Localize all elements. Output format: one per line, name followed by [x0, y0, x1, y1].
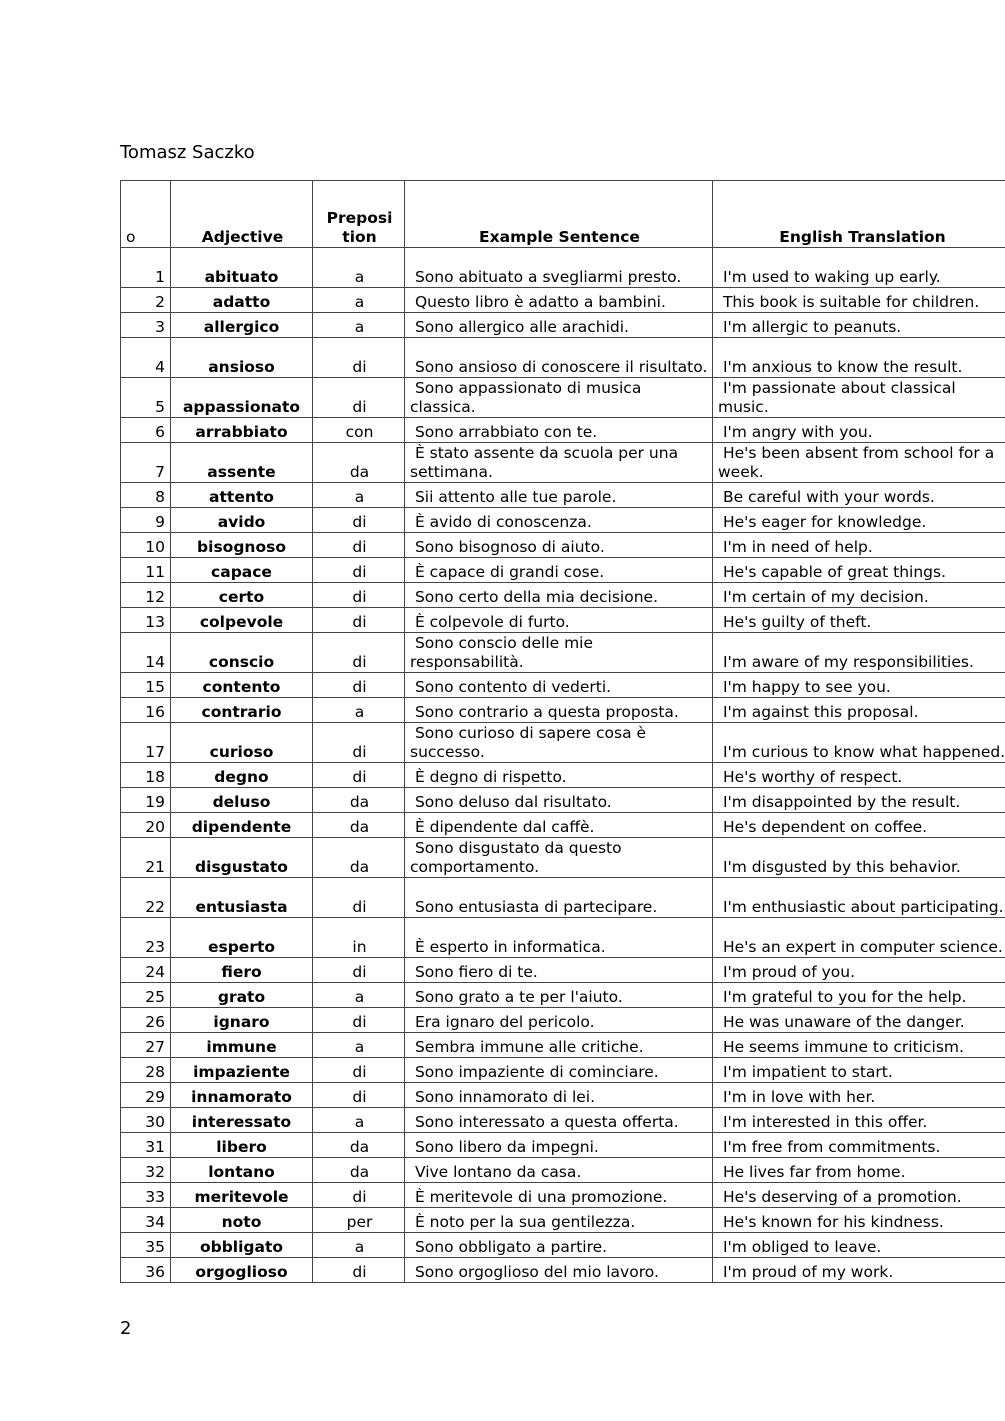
row-english-translation: He's eager for knowledge. — [713, 508, 1005, 533]
header-preposition: Preposi tion — [313, 181, 405, 248]
table-row — [121, 1208, 1005, 1233]
row-english-translation: I'm proud of my work. — [713, 1258, 1005, 1283]
row-adjective: ignaro — [171, 1008, 313, 1033]
row-english-translation: I'm proud of you. — [713, 958, 1005, 983]
table-row — [121, 723, 1005, 763]
row-preposition: di — [313, 1058, 405, 1083]
row-preposition: a — [313, 313, 405, 338]
row-number: 34 — [121, 1208, 171, 1233]
table-row — [121, 338, 1005, 378]
table-row — [121, 673, 1005, 698]
row-preposition: di — [313, 1183, 405, 1208]
row-adjective: interessato — [171, 1108, 313, 1133]
row-english-translation: I'm passionate about classical music. — [713, 378, 1005, 418]
row-adjective: contrario — [171, 698, 313, 723]
row-adjective: certo — [171, 583, 313, 608]
row-number: 1 — [121, 248, 171, 288]
row-number: 11 — [121, 558, 171, 583]
row-english-translation: He's worthy of respect. — [713, 763, 1005, 788]
row-english-translation: I'm enthusiastic about participating. — [713, 878, 1005, 918]
row-preposition: di — [313, 508, 405, 533]
row-preposition: da — [313, 1133, 405, 1158]
row-preposition: a — [313, 248, 405, 288]
table-row — [121, 1058, 1005, 1083]
row-adjective: grato — [171, 983, 313, 1008]
row-adjective: entusiasta — [171, 878, 313, 918]
table-row — [121, 418, 1005, 443]
row-adjective: esperto — [171, 918, 313, 958]
row-example-sentence: Sono contento di vederti. — [405, 673, 713, 698]
table-row — [121, 443, 1005, 483]
table-row — [121, 788, 1005, 813]
row-number: 24 — [121, 958, 171, 983]
row-preposition: di — [313, 673, 405, 698]
row-english-translation: I'm in need of help. — [713, 533, 1005, 558]
row-english-translation: I'm disgusted by this behavior. — [713, 838, 1005, 878]
row-number: 18 — [121, 763, 171, 788]
row-adjective: immune — [171, 1033, 313, 1058]
row-example-sentence: Questo libro è adatto a bambini. — [405, 288, 713, 313]
table-row — [121, 508, 1005, 533]
row-preposition: a — [313, 288, 405, 313]
row-english-translation: He's been absent from school for a week. — [713, 443, 1005, 483]
row-english-translation: He lives far from home. — [713, 1158, 1005, 1183]
row-example-sentence: Sono conscio delle mie responsabilità. — [405, 633, 713, 673]
row-number: 8 — [121, 483, 171, 508]
row-preposition: di — [313, 558, 405, 583]
row-adjective: assente — [171, 443, 313, 483]
row-english-translation: I'm anxious to know the result. — [713, 338, 1005, 378]
row-example-sentence: Sono certo della mia decisione. — [405, 583, 713, 608]
row-example-sentence: È capace di grandi cose. — [405, 558, 713, 583]
row-adjective: allergico — [171, 313, 313, 338]
row-preposition: per — [313, 1208, 405, 1233]
row-adjective: libero — [171, 1133, 313, 1158]
row-english-translation: I'm aware of my responsibilities. — [713, 633, 1005, 673]
row-preposition: a — [313, 483, 405, 508]
row-number: 10 — [121, 533, 171, 558]
row-preposition: di — [313, 723, 405, 763]
row-adjective: contento — [171, 673, 313, 698]
row-example-sentence: È meritevole di una promozione. — [405, 1183, 713, 1208]
row-preposition: a — [313, 1233, 405, 1258]
table-row — [121, 763, 1005, 788]
row-number: 32 — [121, 1158, 171, 1183]
row-example-sentence: Sono bisognoso di aiuto. — [405, 533, 713, 558]
row-number: 16 — [121, 698, 171, 723]
row-adjective: innamorato — [171, 1083, 313, 1108]
row-example-sentence: Sono obbligato a partire. — [405, 1233, 713, 1258]
row-preposition: da — [313, 443, 405, 483]
row-adjective: arrabbiato — [171, 418, 313, 443]
row-number: 4 — [121, 338, 171, 378]
table-row — [121, 918, 1005, 958]
table-row — [121, 288, 1005, 313]
row-english-translation: He was unaware of the danger. — [713, 1008, 1005, 1033]
row-adjective: disgustato — [171, 838, 313, 878]
header-english-translation: English Translation — [713, 181, 1005, 248]
row-adjective: dipendente — [171, 813, 313, 838]
row-preposition: di — [313, 608, 405, 633]
row-example-sentence: Sono impaziente di cominciare. — [405, 1058, 713, 1083]
row-number: 6 — [121, 418, 171, 443]
row-number: 5 — [121, 378, 171, 418]
row-example-sentence: È noto per la sua gentilezza. — [405, 1208, 713, 1233]
row-number: 29 — [121, 1083, 171, 1108]
row-adjective: noto — [171, 1208, 313, 1233]
row-english-translation: I'm free from commitments. — [713, 1133, 1005, 1158]
row-example-sentence: Era ignaro del pericolo. — [405, 1008, 713, 1033]
row-example-sentence: Sono contrario a questa proposta. — [405, 698, 713, 723]
table-row — [121, 483, 1005, 508]
row-preposition: a — [313, 1033, 405, 1058]
table-row — [121, 698, 1005, 723]
row-preposition: di — [313, 958, 405, 983]
page-number: 2 — [120, 1318, 132, 1339]
table-row — [121, 1033, 1005, 1058]
table-row — [121, 878, 1005, 918]
row-english-translation: He seems immune to criticism. — [713, 1033, 1005, 1058]
row-example-sentence: Sono abituato a svegliarmi presto. — [405, 248, 713, 288]
table-row — [121, 558, 1005, 583]
row-preposition: da — [313, 813, 405, 838]
row-preposition: da — [313, 838, 405, 878]
table-row — [121, 813, 1005, 838]
row-example-sentence: Sono appassionato di musica classica. — [405, 378, 713, 418]
row-number: 28 — [121, 1058, 171, 1083]
row-number: 20 — [121, 813, 171, 838]
row-adjective: meritevole — [171, 1183, 313, 1208]
row-number: 21 — [121, 838, 171, 878]
row-english-translation: I'm interested in this offer. — [713, 1108, 1005, 1133]
row-number: 30 — [121, 1108, 171, 1133]
row-english-translation: I'm happy to see you. — [713, 673, 1005, 698]
table-row — [121, 983, 1005, 1008]
row-example-sentence: È degno di rispetto. — [405, 763, 713, 788]
header-example-sentence: Example Sentence — [405, 181, 713, 248]
table-header — [121, 181, 1005, 248]
row-number: 3 — [121, 313, 171, 338]
table-row — [121, 1183, 1005, 1208]
row-number: 2 — [121, 288, 171, 313]
table-body — [121, 248, 1005, 1283]
row-number: 15 — [121, 673, 171, 698]
row-english-translation: I'm disappointed by the result. — [713, 788, 1005, 813]
row-number: 31 — [121, 1133, 171, 1158]
row-number: 27 — [121, 1033, 171, 1058]
row-example-sentence: Sono innamorato di lei. — [405, 1083, 713, 1108]
table-row — [121, 378, 1005, 418]
row-example-sentence: Sono curioso di sapere cosa è successo. — [405, 723, 713, 763]
row-number: 33 — [121, 1183, 171, 1208]
table-row — [121, 1233, 1005, 1258]
row-example-sentence: È dipendente dal caffè. — [405, 813, 713, 838]
row-example-sentence: Sono arrabbiato con te. — [405, 418, 713, 443]
table-row — [121, 1258, 1005, 1283]
author-name: Tomasz Saczko — [120, 142, 255, 163]
row-english-translation: I'm allergic to peanuts. — [713, 313, 1005, 338]
row-example-sentence: Sii attento alle tue parole. — [405, 483, 713, 508]
row-number: 9 — [121, 508, 171, 533]
adjective-preposition-table — [120, 180, 1005, 1283]
row-english-translation: This book is suitable for children. — [713, 288, 1005, 313]
table-row — [121, 1158, 1005, 1183]
row-preposition: di — [313, 633, 405, 673]
row-english-translation: I'm used to waking up early. — [713, 248, 1005, 288]
row-example-sentence: Sono disgustato da questo comportamento. — [405, 838, 713, 878]
row-example-sentence: È esperto in informatica. — [405, 918, 713, 958]
table-row — [121, 533, 1005, 558]
row-english-translation: He's deserving of a promotion. — [713, 1183, 1005, 1208]
row-preposition: a — [313, 983, 405, 1008]
row-number: 26 — [121, 1008, 171, 1033]
row-english-translation: He's capable of great things. — [713, 558, 1005, 583]
row-example-sentence: Sembra immune alle critiche. — [405, 1033, 713, 1058]
table-row — [121, 838, 1005, 878]
table-row — [121, 1108, 1005, 1133]
row-english-translation: He's guilty of theft. — [713, 608, 1005, 633]
row-example-sentence: Sono allergico alle arachidi. — [405, 313, 713, 338]
row-adjective: colpevole — [171, 608, 313, 633]
row-number: 25 — [121, 983, 171, 1008]
row-example-sentence: Sono entusiasta di partecipare. — [405, 878, 713, 918]
row-adjective: obbligato — [171, 1233, 313, 1258]
row-adjective: bisognoso — [171, 533, 313, 558]
row-number: 22 — [121, 878, 171, 918]
adjective-table-container — [120, 180, 1005, 1283]
row-english-translation: I'm grateful to you for the help. — [713, 983, 1005, 1008]
row-preposition: di — [313, 1258, 405, 1283]
row-adjective: fiero — [171, 958, 313, 983]
row-adjective: capace — [171, 558, 313, 583]
row-preposition: da — [313, 1158, 405, 1183]
row-preposition: in — [313, 918, 405, 958]
row-example-sentence: È colpevole di furto. — [405, 608, 713, 633]
row-adjective: appassionato — [171, 378, 313, 418]
table-row — [121, 608, 1005, 633]
row-number: 17 — [121, 723, 171, 763]
row-preposition: di — [313, 1008, 405, 1033]
row-english-translation: I'm impatient to start. — [713, 1058, 1005, 1083]
row-example-sentence: Vive lontano da casa. — [405, 1158, 713, 1183]
row-adjective: attento — [171, 483, 313, 508]
table-row — [121, 248, 1005, 288]
row-preposition: di — [313, 763, 405, 788]
row-number: 12 — [121, 583, 171, 608]
row-adjective: deluso — [171, 788, 313, 813]
row-adjective: degno — [171, 763, 313, 788]
row-example-sentence: Sono grato a te per l'aiuto. — [405, 983, 713, 1008]
row-adjective: adatto — [171, 288, 313, 313]
table-row — [121, 958, 1005, 983]
row-english-translation: I'm against this proposal. — [713, 698, 1005, 723]
row-preposition: con — [313, 418, 405, 443]
row-example-sentence: Sono deluso dal risultato. — [405, 788, 713, 813]
header-row — [121, 181, 1005, 248]
row-english-translation: He's dependent on coffee. — [713, 813, 1005, 838]
row-adjective: orgoglioso — [171, 1258, 313, 1283]
row-example-sentence: È avido di conoscenza. — [405, 508, 713, 533]
row-number: 19 — [121, 788, 171, 813]
table-row — [121, 583, 1005, 608]
row-adjective: ansioso — [171, 338, 313, 378]
row-preposition: di — [313, 583, 405, 608]
table-row — [121, 1133, 1005, 1158]
row-adjective: avido — [171, 508, 313, 533]
row-english-translation: I'm certain of my decision. — [713, 583, 1005, 608]
row-english-translation: I'm curious to know what happened. — [713, 723, 1005, 763]
header-number: o — [121, 181, 171, 248]
row-example-sentence: Sono ansioso di conoscere il risultato. — [405, 338, 713, 378]
row-number: 14 — [121, 633, 171, 673]
row-preposition: di — [313, 878, 405, 918]
row-adjective: impaziente — [171, 1058, 313, 1083]
row-preposition: da — [313, 788, 405, 813]
row-number: 35 — [121, 1233, 171, 1258]
row-example-sentence: Sono interessato a questa offerta. — [405, 1108, 713, 1133]
row-preposition: di — [313, 338, 405, 378]
row-number: 23 — [121, 918, 171, 958]
row-adjective: conscio — [171, 633, 313, 673]
row-english-translation: I'm obliged to leave. — [713, 1233, 1005, 1258]
row-preposition: di — [313, 1083, 405, 1108]
row-english-translation: I'm in love with her. — [713, 1083, 1005, 1108]
table-row — [121, 313, 1005, 338]
row-number: 36 — [121, 1258, 171, 1283]
row-preposition: a — [313, 698, 405, 723]
row-adjective: curioso — [171, 723, 313, 763]
row-preposition: di — [313, 378, 405, 418]
row-example-sentence: È stato assente da scuola per una settimana. — [405, 443, 713, 483]
table-row — [121, 1008, 1005, 1033]
row-english-translation: He's an expert in computer science. — [713, 918, 1005, 958]
row-preposition: di — [313, 533, 405, 558]
row-example-sentence: Sono libero da impegni. — [405, 1133, 713, 1158]
row-english-translation: He's known for his kindness. — [713, 1208, 1005, 1233]
header-adjective: Adjective — [171, 181, 313, 248]
row-number: 13 — [121, 608, 171, 633]
table-row — [121, 1083, 1005, 1108]
row-example-sentence: Sono orgoglioso del mio lavoro. — [405, 1258, 713, 1283]
row-example-sentence: Sono fiero di te. — [405, 958, 713, 983]
row-number: 7 — [121, 443, 171, 483]
table-row — [121, 633, 1005, 673]
row-adjective: lontano — [171, 1158, 313, 1183]
row-adjective: abituato — [171, 248, 313, 288]
row-english-translation: Be careful with your words. — [713, 483, 1005, 508]
row-preposition: a — [313, 1108, 405, 1133]
row-english-translation: I'm angry with you. — [713, 418, 1005, 443]
